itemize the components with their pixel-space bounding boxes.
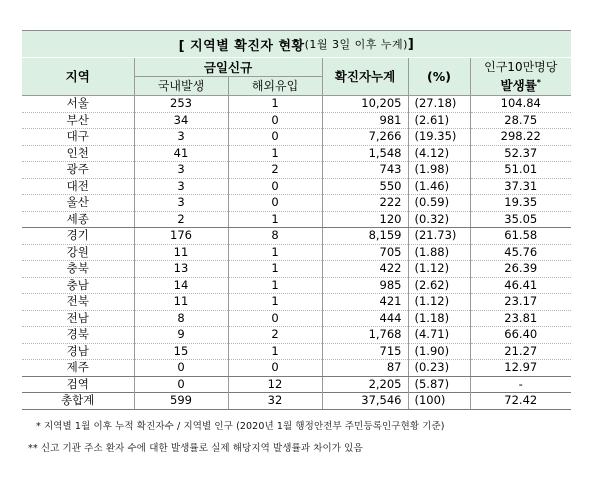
cell-percent: (4.71): [408, 327, 470, 344]
title-close: ]: [407, 36, 415, 52]
cell-abroad: 1: [228, 261, 322, 278]
total-row: [22, 393, 571, 410]
cell-abroad: 0: [228, 112, 322, 129]
cell-percent: (4.12): [408, 145, 470, 162]
cell-domestic: 11: [134, 294, 228, 311]
cell-abroad: 1: [228, 343, 322, 360]
header-rate-mark: *: [536, 77, 541, 87]
cell-region: 인천: [22, 145, 134, 162]
cell-cumulative: 705: [322, 244, 408, 261]
cell-region: 총합계: [22, 393, 134, 410]
cell-percent: (27.18): [408, 96, 470, 113]
cell-percent: (19.35): [408, 129, 470, 146]
cell-domestic: 2: [134, 211, 228, 228]
header-region: 지역: [22, 58, 134, 96]
header-new-today: 금일신규: [134, 58, 322, 77]
cell-abroad: 0: [228, 178, 322, 195]
table-row: [22, 162, 571, 179]
cell-rate: 298.22: [470, 129, 571, 146]
footnote-1: * 지역별 1월 이후 누적 확진자수 / 지역별 인구 (2020년 1월 행정안전부 주민등록인구현황 기준): [36, 421, 445, 432]
cell-domestic: 13: [134, 261, 228, 278]
cell-domestic: 3: [134, 162, 228, 179]
cell-rate: 46.41: [470, 277, 571, 294]
cell-cumulative: 2,205: [322, 376, 408, 393]
table-row: [22, 376, 571, 393]
table-row: [22, 277, 571, 294]
cell-abroad: 1: [228, 96, 322, 113]
header-percent: (%): [408, 58, 470, 96]
cell-cumulative: 985: [322, 277, 408, 294]
cell-region: 서울: [22, 96, 134, 113]
cell-region: 충북: [22, 261, 134, 278]
header-cumulative: 확진자누계: [322, 58, 408, 96]
cell-cumulative: 981: [322, 112, 408, 129]
cell-cumulative: 87: [322, 360, 408, 377]
cell-cumulative: 444: [322, 310, 408, 327]
cell-domestic: 14: [134, 277, 228, 294]
cell-abroad: 1: [228, 277, 322, 294]
cell-percent: (0.23): [408, 360, 470, 377]
cell-cumulative: 7,266: [322, 129, 408, 146]
cell-rate: -: [470, 376, 571, 393]
cell-domestic: 11: [134, 244, 228, 261]
cell-abroad: 2: [228, 327, 322, 344]
cell-domestic: 0: [134, 376, 228, 393]
cell-percent: (0.59): [408, 195, 470, 212]
table-row: [22, 145, 571, 162]
cell-rate: 61.58: [470, 228, 571, 245]
table-row: [22, 310, 571, 327]
cell-percent: (1.46): [408, 178, 470, 195]
header-rate-bottom: 발생률: [500, 78, 537, 94]
cell-cumulative: 715: [322, 343, 408, 360]
cell-rate: 72.42: [470, 393, 571, 410]
title-main: [ 지역별 확진자 현황: [178, 38, 305, 54]
cell-domestic: 3: [134, 178, 228, 195]
cell-rate: 12.97: [470, 360, 571, 377]
cell-rate: 35.05: [470, 211, 571, 228]
table-row: [22, 294, 571, 311]
cell-rate: 52.37: [470, 145, 571, 162]
cell-rate: 51.01: [470, 162, 571, 179]
cell-percent: (1.90): [408, 343, 470, 360]
table-row: [22, 261, 571, 278]
cell-percent: (1.12): [408, 294, 470, 311]
regional-cases-table: [22, 58, 571, 410]
table-row: [22, 327, 571, 344]
cell-percent: (1.12): [408, 261, 470, 278]
cell-abroad: 0: [228, 310, 322, 327]
header-rate-top: 인구10만명당: [484, 59, 558, 74]
cell-region: 강원: [22, 244, 134, 261]
table-body: [22, 96, 571, 410]
cell-rate: 104.84: [470, 96, 571, 113]
table-row: [22, 360, 571, 377]
cell-percent: (2.61): [408, 112, 470, 129]
table-row: [22, 96, 571, 113]
cell-domestic: 9: [134, 327, 228, 344]
table-row: [22, 211, 571, 228]
cell-abroad: 12: [228, 376, 322, 393]
cell-cumulative: 550: [322, 178, 408, 195]
cell-abroad: 2: [228, 162, 322, 179]
cell-rate: 23.81: [470, 310, 571, 327]
table-row: [22, 129, 571, 146]
cell-percent: (5.87): [408, 376, 470, 393]
table-row: [22, 178, 571, 195]
cell-rate: 28.75: [470, 112, 571, 129]
cell-domestic: 34: [134, 112, 228, 129]
cell-region: 충남: [22, 277, 134, 294]
table-row: [22, 244, 571, 261]
cell-region: 대전: [22, 178, 134, 195]
cell-region: 전북: [22, 294, 134, 311]
cell-cumulative: 222: [322, 195, 408, 212]
cell-region: 광주: [22, 162, 134, 179]
cell-domestic: 15: [134, 343, 228, 360]
cell-percent: (1.88): [408, 244, 470, 261]
cell-abroad: 1: [228, 145, 322, 162]
cell-domestic: 3: [134, 129, 228, 146]
cell-rate: 19.35: [470, 195, 571, 212]
title-note: (1월 3일 이후 누계): [304, 38, 408, 51]
cell-domestic: 253: [134, 96, 228, 113]
cell-abroad: 0: [228, 360, 322, 377]
cell-region: 경기: [22, 228, 134, 245]
cell-percent: (21.73): [408, 228, 470, 245]
cell-cumulative: 37,546: [322, 393, 408, 410]
cell-rate: 45.76: [470, 244, 571, 261]
cell-region: 경북: [22, 327, 134, 344]
cell-cumulative: 8,159: [322, 228, 408, 245]
cell-domestic: 0: [134, 360, 228, 377]
cell-rate: 21.27: [470, 343, 571, 360]
cell-domestic: 599: [134, 393, 228, 410]
cell-percent: (1.18): [408, 310, 470, 327]
cell-domestic: 3: [134, 195, 228, 212]
cell-cumulative: 422: [322, 261, 408, 278]
cell-abroad: 1: [228, 211, 322, 228]
cell-rate: 23.17: [470, 294, 571, 311]
table-row: [22, 228, 571, 245]
cell-region: 경남: [22, 343, 134, 360]
cell-domestic: 176: [134, 228, 228, 245]
cell-abroad: 1: [228, 244, 322, 261]
table-row: [22, 112, 571, 129]
cell-region: 울산: [22, 195, 134, 212]
cell-rate: 26.39: [470, 261, 571, 278]
cell-abroad: 8: [228, 228, 322, 245]
cell-abroad: 32: [228, 393, 322, 410]
cell-cumulative: 743: [322, 162, 408, 179]
cell-region: 부산: [22, 112, 134, 129]
cell-percent: (100): [408, 393, 470, 410]
cell-abroad: 0: [228, 129, 322, 146]
cell-percent: (1.98): [408, 162, 470, 179]
cell-cumulative: 421: [322, 294, 408, 311]
cell-rate: 66.40: [470, 327, 571, 344]
cell-domestic: 41: [134, 145, 228, 162]
header-domestic: 국내발생: [134, 77, 228, 96]
cell-region: 대구: [22, 129, 134, 146]
table-row: [22, 343, 571, 360]
header-abroad: 해외유입: [228, 77, 322, 96]
cell-cumulative: 1,548: [322, 145, 408, 162]
cell-cumulative: 120: [322, 211, 408, 228]
cell-region: 검역: [22, 376, 134, 393]
table-title: [22, 30, 571, 57]
cell-cumulative: 1,768: [322, 327, 408, 344]
cell-abroad: 1: [228, 294, 322, 311]
cell-abroad: 0: [228, 195, 322, 212]
cell-region: 제주: [22, 360, 134, 377]
footnote-2: ** 신고 기관 주소 환자 수에 대한 발생률로 실제 해당지역 발생률과 차이가 있음: [28, 443, 363, 454]
cell-rate: 37.31: [470, 178, 571, 195]
header-rate: [470, 58, 571, 96]
cell-region: 세종: [22, 211, 134, 228]
cell-cumulative: 10,205: [322, 96, 408, 113]
table-row: [22, 195, 571, 212]
cell-region: 전남: [22, 310, 134, 327]
cell-percent: (0.32): [408, 211, 470, 228]
cell-percent: (2.62): [408, 277, 470, 294]
cell-domestic: 8: [134, 310, 228, 327]
